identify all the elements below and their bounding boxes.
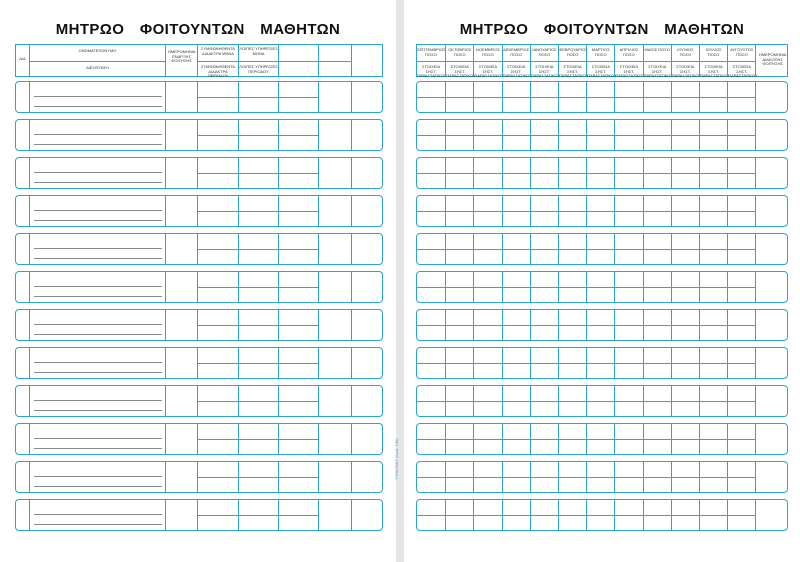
- amount-divider: [417, 249, 755, 250]
- name-line: [34, 362, 162, 363]
- month-label: ΑΥΓΟΥΣΤΟΣ ΠΟΣΟ: [730, 47, 754, 57]
- row-divider: [165, 424, 166, 454]
- row-divider: [318, 462, 319, 492]
- name-line: [34, 286, 162, 287]
- month-label: ΝΟΕΜΒΡΙΟΣ ΠΟΣΟ: [475, 47, 500, 57]
- fees-divider: [197, 477, 318, 478]
- row-divider: [351, 424, 352, 454]
- student-row: [15, 157, 383, 189]
- services-period-header: ΛΟΙΠΕΣ ΥΠΗΡΕΣΙΕΣ ΠΕΡΙΟΔΟΥ: [239, 64, 278, 74]
- name-line: [34, 248, 162, 249]
- row-divider: [755, 424, 756, 454]
- fees-divider: [197, 439, 318, 440]
- name-line: [34, 476, 162, 477]
- row-divider: [351, 500, 352, 530]
- fees-divider: [197, 401, 318, 402]
- month-label: ΙΟΥΛΙΟΣ ΠΟΣΟ: [705, 47, 722, 57]
- row-divider: [755, 386, 756, 416]
- fees-divider: [197, 325, 318, 326]
- row-divider: [165, 348, 166, 378]
- fees-divider: [197, 135, 318, 136]
- address-line: [34, 372, 162, 373]
- row-divider: [165, 310, 166, 340]
- row-divider: [318, 272, 319, 302]
- student-row: [15, 233, 383, 265]
- month-label: ΜΑΡΤΙΟΣ ΠΟΣΟ: [591, 47, 610, 57]
- row-divider: [351, 234, 352, 264]
- receipt-label: ΣΤΟΙΧΕΙΑ ΣΗΣΤ. ΠΑΡΑΣΤΑΤΙΚΟΥ: [446, 64, 476, 79]
- payment-row: [416, 233, 788, 265]
- student-row: [15, 119, 383, 151]
- receipt-label: ΣΤΟΙΧΕΙΑ ΣΗΣΤ. ΠΑΡΑΣΤΑΤΙΚΟΥ: [700, 64, 730, 79]
- receipt-label: ΣΤΟΙΧΕΙΑ ΣΗΣΤ. ΠΑΡΑΣΤΑΤΙΚΟΥ: [530, 64, 561, 79]
- amount-divider: [417, 135, 755, 136]
- address-line: [34, 296, 162, 297]
- student-row: [15, 271, 383, 303]
- row-divider: [755, 158, 756, 188]
- row-divider: [755, 234, 756, 264]
- header-divider: [239, 61, 278, 62]
- fees-divider: [197, 249, 318, 250]
- payment-row: [416, 271, 788, 303]
- receipt-label: ΣΤΟΙΧΕΙΑ ΣΗΣΤ. ΠΑΡΑΣΤΑΤΙΚΟΥ: [587, 64, 617, 79]
- month-header: [502, 45, 532, 79]
- row-divider: [318, 196, 319, 226]
- amount-divider: [417, 439, 755, 440]
- row-divider: [165, 120, 166, 150]
- name-line: [34, 210, 162, 211]
- address-line: [34, 182, 162, 183]
- end-date-header: [755, 45, 789, 76]
- address-line: [34, 144, 162, 145]
- row-divider: [351, 196, 352, 226]
- month-label: ΔΕΚΕΜΒΡΙΟΣ ΠΟΣΟ: [503, 47, 530, 57]
- row-divider: [29, 158, 30, 188]
- row-divider: [351, 120, 352, 150]
- row-divider: [755, 462, 756, 492]
- receipt-label: ΣΤΟΙΧΕΙΑ ΣΗΣΤ. ΠΑΡΑΣΤΑΤΙΚΟΥ: [417, 64, 447, 79]
- name-line: [34, 172, 162, 173]
- register-header: [15, 44, 383, 77]
- payments-header: [416, 44, 788, 77]
- row-divider: [29, 386, 30, 416]
- row-divider: [318, 82, 319, 112]
- month-header: [445, 45, 476, 79]
- amount-divider: [417, 211, 755, 212]
- month-header: [558, 45, 589, 79]
- blank-header-1: [278, 45, 318, 76]
- row-divider: [29, 120, 30, 150]
- page-title: ΜΗΤΡΩΟ ΦΟΙΤΟΥΝΤΩΝ ΜΑΘΗΤΩΝ: [459, 21, 745, 38]
- name-address-header: [29, 45, 165, 76]
- student-row: [15, 195, 383, 227]
- month-label: ΑΠΡΙΛΙΟΣ ΠΟΣΟ: [619, 47, 639, 57]
- row-divider: [29, 310, 30, 340]
- month-header: [473, 45, 504, 79]
- name-line: [34, 324, 162, 325]
- row-divider: [165, 462, 166, 492]
- row-divider: [351, 310, 352, 340]
- right-page: [394, 0, 800, 562]
- name-line: [34, 400, 162, 401]
- student-row: [15, 309, 383, 341]
- aa-header: Α/Α: [19, 56, 26, 61]
- fees-divider: [197, 363, 318, 364]
- name-line: [34, 96, 162, 97]
- month-label: ΣΕΠΤΕΜΒΡΙΟΣ ΠΟΣΟ: [417, 47, 446, 57]
- month-header: [671, 45, 702, 79]
- payment-row: [416, 119, 788, 151]
- row-divider: [165, 158, 166, 188]
- row-divider: [165, 386, 166, 416]
- payment-row: [416, 347, 788, 379]
- name-line: [34, 134, 162, 135]
- row-divider: [29, 424, 30, 454]
- amount-divider: [417, 287, 755, 288]
- month-header: [417, 45, 447, 79]
- left-page: [0, 0, 396, 562]
- agreed-monthly-header: ΣΥΜΦΩΝΗΘΕΝΤΑ ΔΙΔΑΚΤΡΑ ΜΗΝΑ: [201, 46, 235, 56]
- fees-divider: [197, 97, 318, 98]
- name-header: ΟΝΟΜΑΤΕΠΩΝΥΜΟ: [78, 48, 117, 53]
- agreed-period-header: ΣΥΜΦΩΝΗΘΕΝΤΑ ΔΙΔΑΚΤΡΑ ΠΕΡΙΟΔΟΥ: [201, 64, 235, 79]
- payment-row: [416, 195, 788, 227]
- month-header: [643, 45, 673, 79]
- row-divider: [318, 234, 319, 264]
- row-divider: [165, 234, 166, 264]
- row-divider: [351, 386, 352, 416]
- address-line: [34, 448, 162, 449]
- row-divider: [165, 196, 166, 226]
- amount-divider: [417, 325, 755, 326]
- receipt-label: ΣΤΟΙΧΕΙΑ ΣΗΣΤ. ΠΑΡΑΣΤΑΤΙΚΟΥ: [474, 64, 504, 79]
- payment-row: [416, 385, 788, 417]
- payment-row: [416, 461, 788, 493]
- header-divider: [30, 61, 165, 62]
- row-divider: [318, 348, 319, 378]
- header-divider: [198, 61, 238, 62]
- amount-divider: [417, 477, 755, 478]
- amount-divider: [417, 97, 755, 98]
- row-divider: [165, 272, 166, 302]
- services-month-header: ΛΟΙΠΕΣ ΥΠΗΡΕΣΙΕΣ ΜΗΝΑ: [239, 46, 278, 56]
- payment-row: [416, 423, 788, 455]
- student-row: [15, 81, 383, 113]
- name-line: [34, 438, 162, 439]
- row-divider: [351, 158, 352, 188]
- row-divider: [755, 120, 756, 150]
- row-divider: [165, 82, 166, 112]
- row-divider: [351, 348, 352, 378]
- row-divider: [755, 82, 756, 112]
- blank-header-3: [351, 45, 384, 76]
- row-divider: [29, 234, 30, 264]
- address-line: [34, 220, 162, 221]
- address-line: [34, 258, 162, 259]
- receipt-label: ΣΤΟΙΧΕΙΑ ΣΗΣΤ. ΠΑΡΑΣΤΑΤΙΚΟΥ: [728, 64, 758, 79]
- address-line: [34, 524, 162, 525]
- student-row: [15, 423, 383, 455]
- payment-row: [416, 157, 788, 189]
- blank-header-2: [318, 45, 351, 76]
- start-date-label: ΗΜΕΡΟΜΗΝΙΑ ΕΝΑΡΞΗΣ ΦΟΙΤΗΣΗΣ: [168, 49, 196, 64]
- month-header: [614, 45, 645, 79]
- publisher-code: ΤΥΠΟΤΑΚΤ (Κωδ. 100): [394, 438, 399, 480]
- month-label: ΟΚΤΩΒΡΙΟΣ ΠΟΣΟ: [448, 47, 472, 57]
- row-divider: [318, 310, 319, 340]
- row-divider: [318, 424, 319, 454]
- page-title: ΜΗΤΡΩΟ ΦΟΙΤΟΥΝΤΩΝ ΜΑΘΗΤΩΝ: [55, 21, 341, 38]
- month-header: [699, 45, 730, 79]
- amount-divider: [417, 363, 755, 364]
- row-divider: [29, 500, 30, 530]
- month-label: ΙΟΥΝΙΟΣ ΠΟΣΟ: [677, 47, 694, 57]
- amount-divider: [417, 401, 755, 402]
- receipt-label: ΣΤΟΙΧΕΙΑ ΣΗΣΤ. ΠΑΡΑΣΤΑΤΙΚΟΥ: [615, 64, 645, 79]
- student-row: [15, 385, 383, 417]
- row-divider: [755, 272, 756, 302]
- student-row: [15, 461, 383, 493]
- amount-divider: [417, 515, 755, 516]
- month-header: [727, 45, 758, 79]
- student-row: [15, 499, 383, 531]
- address-line: [34, 410, 162, 411]
- address-line: [34, 486, 162, 487]
- row-divider: [29, 82, 30, 112]
- fees-divider: [197, 211, 318, 212]
- row-divider: [29, 272, 30, 302]
- row-divider: [351, 462, 352, 492]
- month-header: [586, 45, 617, 79]
- month-label: ΜΑΙΟΣ ΠΟΣΟ: [644, 47, 670, 52]
- row-divider: [351, 272, 352, 302]
- amount-divider: [417, 173, 755, 174]
- row-divider: [755, 348, 756, 378]
- row-divider: [165, 500, 166, 530]
- month-label: ΦΕΒΡΟΥΑΡΙΟΣ ΠΟΣΟ: [559, 47, 588, 57]
- name-line: [34, 514, 162, 515]
- row-divider: [29, 348, 30, 378]
- receipt-label: ΣΤΟΙΧΕΙΑ ΣΗΣΤ. ΠΑΡΑΣΤΑΤΙΚΟΥ: [671, 64, 702, 79]
- student-row: [15, 347, 383, 379]
- payment-row: [416, 309, 788, 341]
- fees-divider: [197, 173, 318, 174]
- end-date-label: ΗΜΕΡΟΜΗΝΙΑ ΔΙΑΚΟΠΗΣ ΦΟΙΤΗΣΗΣ: [758, 52, 787, 67]
- fees-divider: [197, 287, 318, 288]
- services-header: [238, 45, 278, 76]
- row-divider: [351, 82, 352, 112]
- row-divider: [29, 462, 30, 492]
- address-header: ΔΙΕΥΘΥΝΣΗ: [86, 65, 109, 70]
- month-label: ΙΑΝΟΥΑΡΙΟΣ ΠΟΣΟ: [532, 47, 557, 57]
- row-divider: [755, 500, 756, 530]
- receipt-label: ΣΤΟΙΧΕΙΑ ΣΗΣΤ. ΠΑΡΑΣΤΑΤΙΚΟΥ: [502, 64, 532, 79]
- receipt-label: ΣΤΟΙΧΕΙΑ ΣΗΣΤ. ΠΑΡΑΣΤΑΤΙΚΟΥ: [643, 64, 673, 79]
- row-divider: [755, 196, 756, 226]
- address-line: [34, 334, 162, 335]
- row-divider: [318, 120, 319, 150]
- fees-header: [197, 45, 238, 79]
- row-divider: [318, 500, 319, 530]
- fees-divider: [197, 515, 318, 516]
- row-divider: [318, 386, 319, 416]
- payment-row: [416, 81, 788, 113]
- start-date-header: [165, 45, 197, 76]
- payment-row: [416, 499, 788, 531]
- row-divider: [755, 310, 756, 340]
- address-line: [34, 106, 162, 107]
- month-header: [530, 45, 561, 79]
- receipt-label: ΣΤΟΙΧΕΙΑ ΣΗΣΤ. ΠΑΡΑΣΤΑΤΙΚΟΥ: [559, 64, 589, 79]
- row-divider: [29, 196, 30, 226]
- row-divider: [318, 158, 319, 188]
